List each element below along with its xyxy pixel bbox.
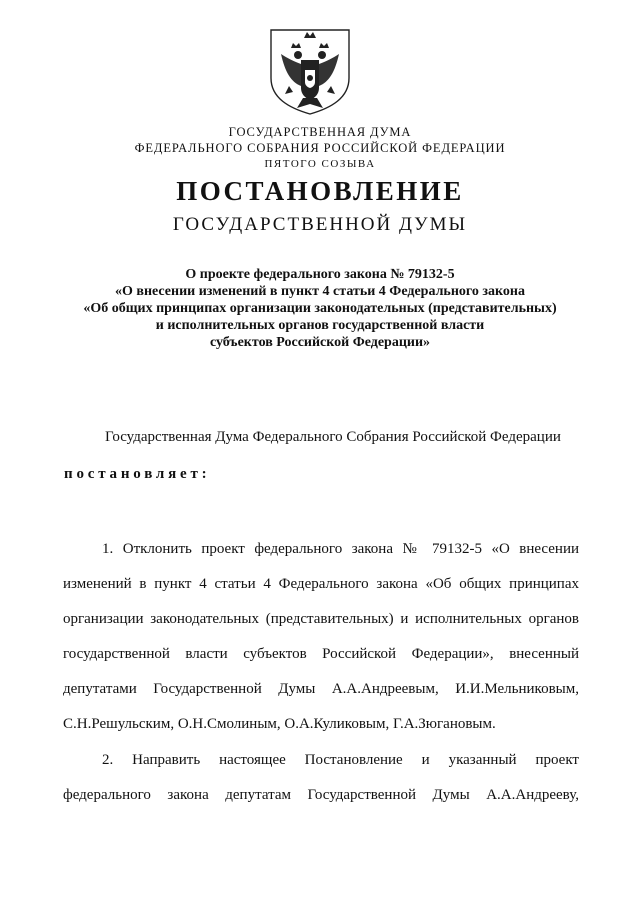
paragraph-line: федерального закона депутатам Государственной Думы А.А.Андрееву, [63,787,579,803]
law-title-line: О проекте федерального закона № 79132-5 [185,267,455,282]
paragraph-line: организации законодательных (представительных) и исполнительных органов [63,611,579,627]
paragraph-1 [63,532,579,742]
paragraph-line: изменений в пункт 4 статьи 4 Федерального закона «Об общих принципах [63,576,579,592]
law-title-line: «О внесении изменений в пункт 4 статьи 4 Федерального закона [115,284,525,299]
paragraph-line: депутатами Государственной Думы А.А.Андреевым, И.И.Мельниковым, [63,681,579,697]
paragraph-2 [63,743,579,813]
paragraph-line: С.Н.Решульским, О.Н.Смолиным, О.А.Куликовым, Г.А.Зюгановым. [63,716,496,732]
decree-word: постановляет: [64,466,211,482]
law-title-line: «Об общих принципах организации законодательных (представительных) [83,301,557,316]
law-title-line: субъектов Российской Федерации» [209,335,431,350]
paragraph-line: государственной власти субъектов Российской Федерации», внесенный [63,646,579,662]
document-subtype-title: ГОСУДАРСТВЕННОЙ ДУМЫ [172,214,468,235]
paragraph-line: 1. Отклонить проект федерального закона № 79132-5 «О внесении [102,541,579,557]
org-line-3: ПЯТОГО СОЗЫВА [264,158,376,170]
law-title-block [0,266,640,351]
paragraph-line: 2. Направить настоящее Постановление и указанный проект [102,752,579,768]
document-type-title: ПОСТАНОВЛЕНИЕ [176,176,464,206]
coat-of-arms-icon [267,28,353,116]
org-line-1: ГОСУДАРСТВЕННАЯ ДУМА [228,125,412,139]
org-line-2: ФЕДЕРАЛЬНОГО СОБРАНИЯ РОССИЙСКОЙ ФЕДЕРАЦИИ [134,141,506,155]
preamble-text: Государственная Дума Федерального Собрания Российской Федерации [105,429,561,445]
law-title-line: и исполнительных органов государственной власти [155,318,485,333]
